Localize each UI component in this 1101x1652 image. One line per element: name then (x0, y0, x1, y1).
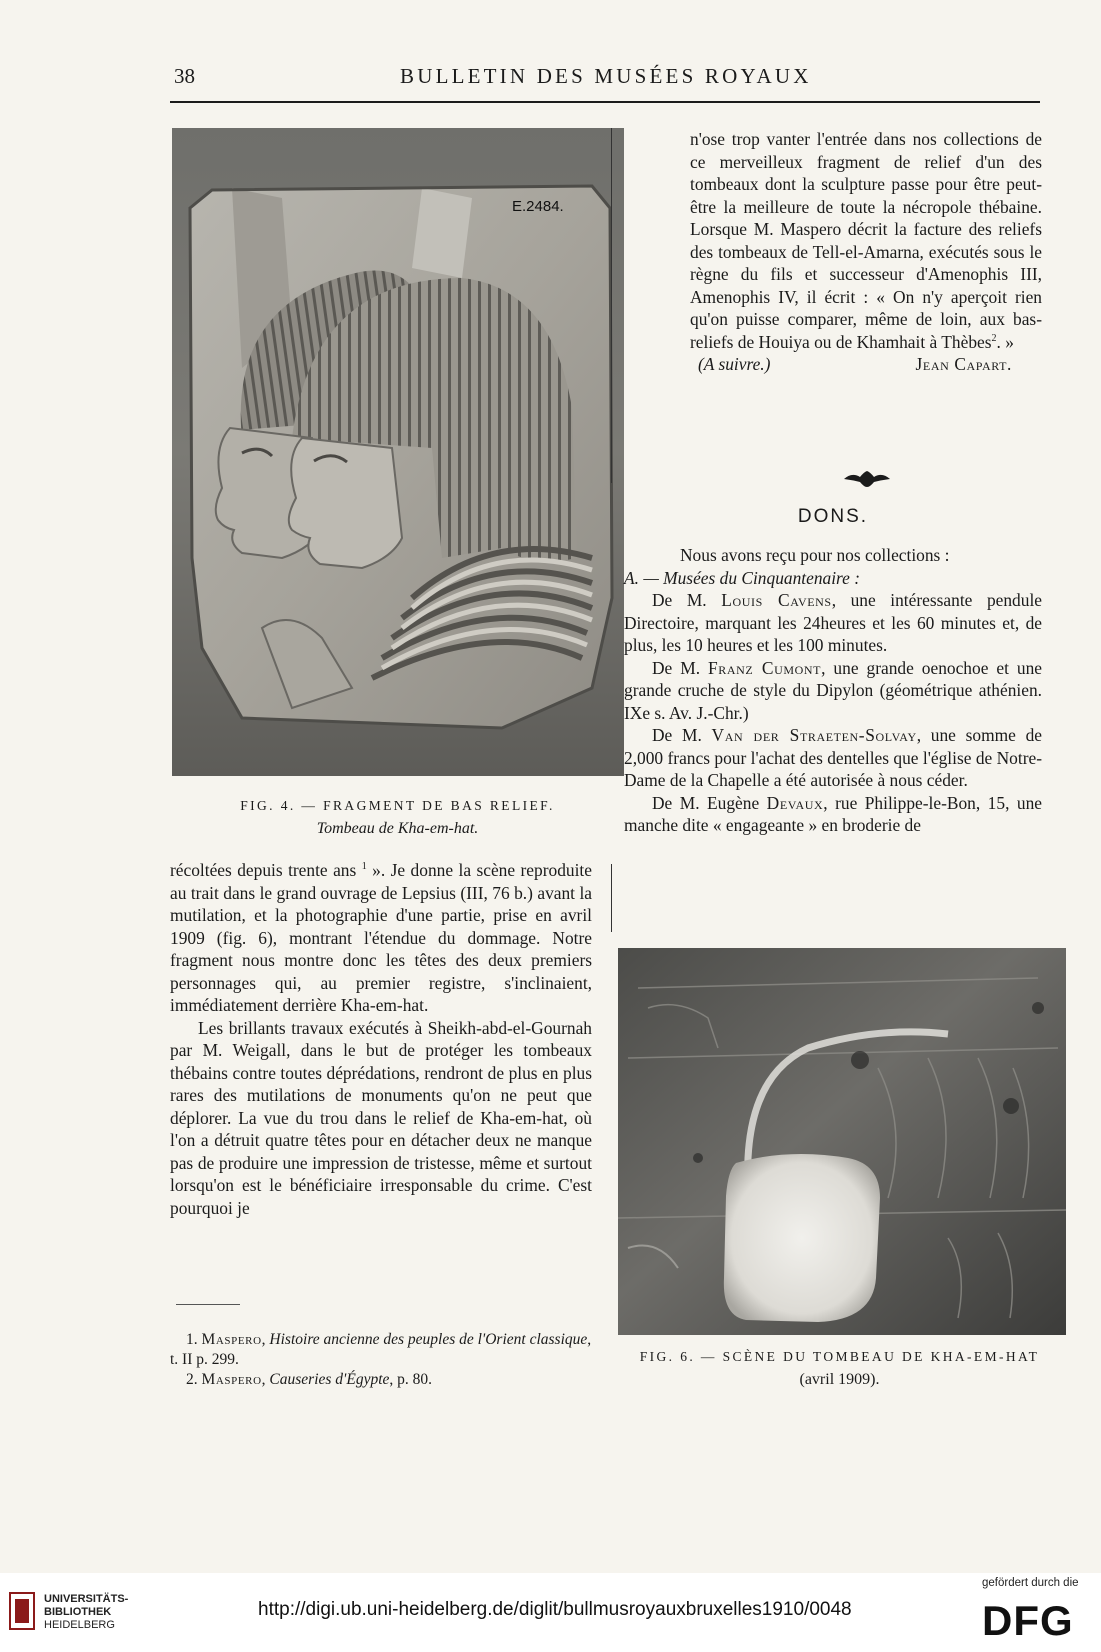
donor-name: Devaux (766, 792, 824, 813)
footnote-2: 2. Maspero, Causeries d'Égypte, p. 80. (186, 1371, 433, 1388)
author-signature: Jean Capart. (915, 354, 1012, 374)
page-number: 38 (174, 64, 195, 88)
right-column-text (690, 128, 1042, 376)
don-item: De M. Franz Cumont, une grande oenochoe et une grande cruche de style du Dipylon (géométrique athénien. IXe s. Av. J.-Chr.) (624, 657, 1042, 723)
funding-note: gefördert durch die (982, 1577, 1079, 1589)
figure-4-caption: FIG. 4. — FRAGMENT DE BAS RELIEF. (240, 798, 555, 813)
don-item: De M. Van der Straeten-Solvay, une somme de 2,000 francs pour l'achat des dentelles que l'église de Notre-Dame de la Chapelle a été autorisée à nous céder. (624, 725, 1042, 790)
figure-6-caption: FIG. 6. — SCÈNE DU TOMBEAU DE KHA-EM-HAT (639, 1349, 1040, 1364)
continuation-paragraph: n'ose trop vanter l'entrée dans nos collections de ce merveilleux fragment de relief d'un des tombeaux dont la sculpture passe pour être peut-être la meilleure de toute la nécropole thébaine. Lorsque M. Maspero décrit la facture des reliefs des tombeaux de Tell-el-Amarna, exécutés sous le règne du fils et successeur d'Amenophis III, Amenophis IV, il écrit : « On n'y aperçoit rien qu'on puisse comparer, même de loin, aux bas-reliefs de Houiya ou de Khamhait à Thèbes (690, 129, 1042, 352)
running-title: BULLETIN DES MUSÉES ROYAUX (400, 64, 812, 88)
a-suivre: (A suivre.) (698, 354, 771, 374)
figure-6-photo (618, 948, 1066, 1335)
accession-number: E.2484. (512, 198, 564, 215)
don-item: De M. Eugène Devaux, rue Philippe-le-Bon, 15, une manche dite « engageante » en broderie de (624, 792, 1042, 835)
section-a: A. — Musées du Cinquantenaire : (624, 567, 861, 588)
dfg-logo: DFG (982, 1597, 1074, 1644)
university-seal-icon (8, 1591, 36, 1631)
library-name: UNIVERSITÄTS- BIBLIOTHEK HEIDELBERG (44, 1593, 129, 1631)
don-item: De M. Louis Cavens, une intéressante pendule Directoire, marquant les 24heures et les 60 minutes et, de plus, les 10 heures et les 100 minutes. (624, 590, 1042, 655)
donor-name: Franz Cumont (708, 657, 822, 678)
digitization-footer (0, 1573, 1101, 1652)
fleuron-ornament (842, 470, 892, 488)
donor-name: Louis Cavens (721, 590, 832, 610)
dons-text (624, 544, 1042, 837)
header-rule (170, 101, 1040, 103)
figure-4-subcaption: Tombeau de Kha-em-hat. (316, 820, 479, 837)
figure-4-photo (172, 128, 624, 776)
donor-name: Van der Straeten-Solvay (711, 725, 917, 745)
footnote-ref-1: 1 (361, 861, 367, 873)
dons-intro: Nous avons reçu pour nos collections : (680, 545, 950, 565)
left-column-text: récoltées depuis trente ans $^1$ ». Je donne la scène reproduite au trait dans le grand ouvrage de Lepsius (III, 76 b.) avant la mutilation, et la photographie d'une partie, prise en avril 1909 (fig. 6), montrant l'étendue du dommage. Notre fragment nous montre donc les têtes des deux premiers personnages qui, au premier registre, s'inclinaient, immédiatement derrière Kha-em-hat. Les brillants travaux exécutés à Sheikh-abd-el-Gournah par M. Weigall, dans le but de protéger les tombeaux thébains contre toutes déprédations, rendront de plus en plus rares des mutilations de monuments qu'on ne peut que déplorer. La vue du trou dans le relief de Kha-em-hat, où l'on a détruit quatre têtes pour en détacher deux ne manque pas de produire une impression de tristesse, même et surtout lorsqu'on est le bénéficiaire irresponsable du crime. C'est pourquoi je (170, 860, 592, 1218)
footnote-rule (176, 1304, 240, 1305)
figure-6-subcaption: (avril 1909). (799, 1371, 880, 1388)
source-url-link[interactable]: http://digi.ub.uni-heidelberg.de/diglit/bullmusroyauxbruxelles1910/0048 (258, 1599, 852, 1620)
dons-heading: DONS. (797, 506, 869, 527)
column-rule-lower (611, 864, 612, 932)
footnote-ref-2: 2 (991, 332, 997, 344)
footnote-1: 1. Maspero, Histoire ancienne des peuples de l'Orient classique, t. II p. 299. (170, 1331, 592, 1368)
paragraph-weigall: Les brillants travaux exécutés à Sheikh-abd-el-Gournah par M. Weigall, dans le but de protéger les tombeaux thébains contre toutes déprédations, rendront de plus en plus rares des mutilations de monuments qu'on ne peut que déplorer. La vue du trou dans le relief de Kha-em-hat, où l'on a détruit quatre têtes pour en détacher deux ne manque pas de produire une impression de tristesse, même et surtout lorsqu'on est le bénéficiaire irresponsable du crime. C'est pourquoi je (170, 1017, 592, 1218)
column-rule (611, 128, 612, 483)
footnotes (170, 1330, 600, 1390)
paragraph-end: . » (996, 331, 1014, 352)
